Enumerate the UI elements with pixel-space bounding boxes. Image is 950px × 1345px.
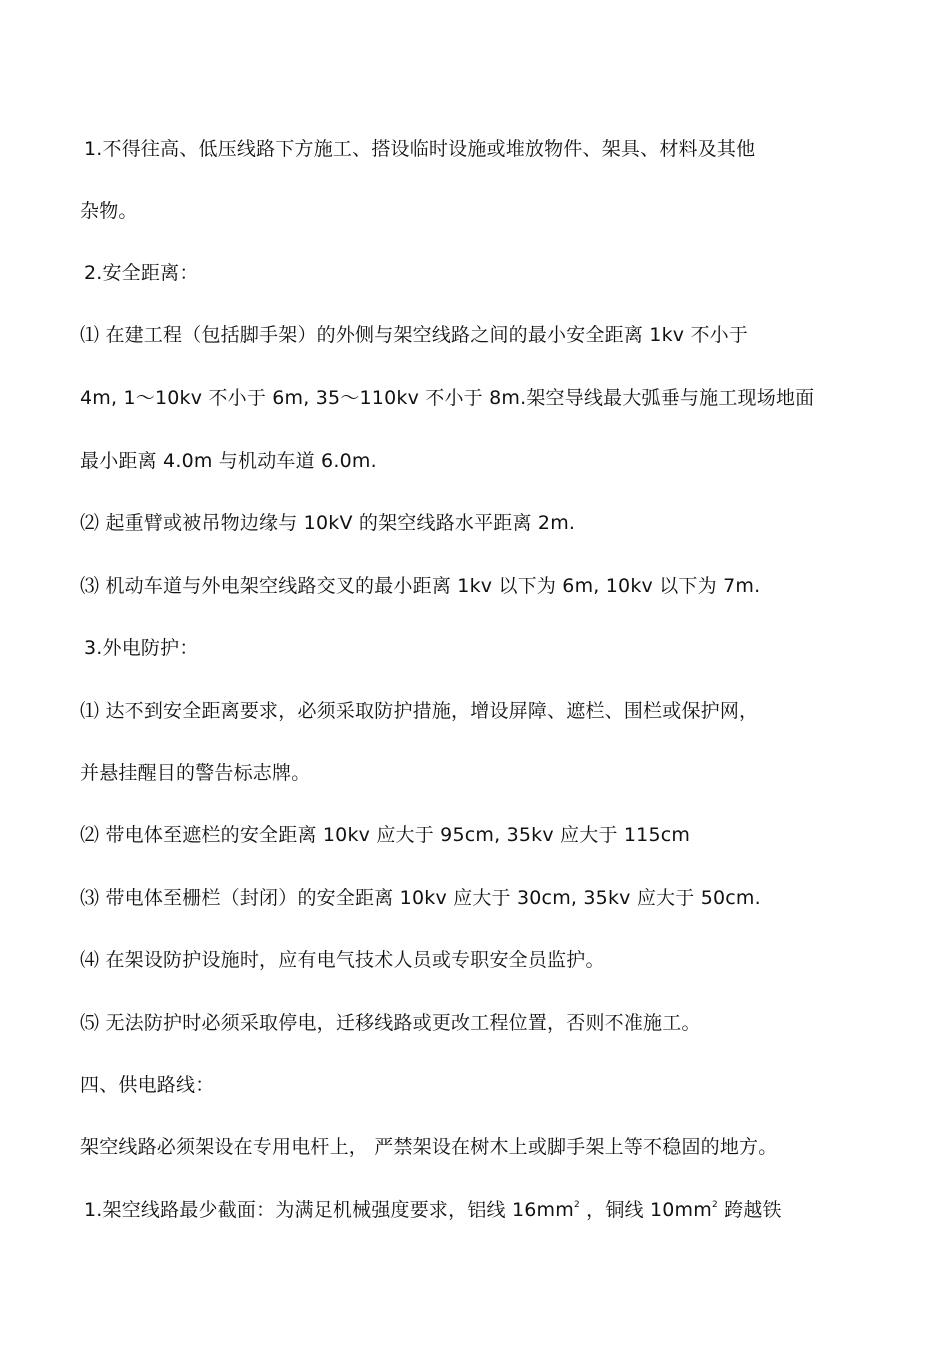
paragraph-line: 1.不得往高、低压线路下方施工、搭设临时设施或堆放物件、架具、材料及其他 — [84, 138, 756, 160]
paragraph-line: ⑵ 带电体至遮栏的安全距离 10kv 应大于 95cm, 35kv 应大于 115cm — [80, 824, 691, 846]
paragraph-line: 最小距离 4.0m 与机动车道 6.0m. — [80, 450, 377, 472]
paragraph-line: 并悬挂醒目的警告标志牌。 — [80, 762, 311, 784]
text-run: ，铜线 10mm — [579, 1199, 712, 1221]
superscript: 2 — [711, 1200, 718, 1210]
section-heading: 四、供电路线： — [80, 1074, 215, 1096]
paragraph-line: ⑴ 达不到安全距离要求，必须采取防护措施，增设屏障、遮栏、围栏或保护网， — [80, 700, 759, 722]
paragraph-line: ⑶ 机动车道与外电架空线路交叉的最小距离 1kv 以下为 6m, 10kv 以下为 7m. — [80, 575, 761, 597]
paragraph-line: 4m, 1～10kv 不小于 6m, 35～110kv 不小于 8m.架空导线最大弧垂与施工现场地面 — [80, 387, 815, 409]
paragraph-line: ⑸ 无法防护时必须采取停电，迁移线路或更改工程位置，否则不准施工。 — [80, 1012, 701, 1034]
text-run: 1.架空线路最少截面：为满足机械强度要求，铝线 16mm — [84, 1199, 574, 1221]
section-heading: 3.外电防护： — [84, 637, 199, 659]
paragraph-line: ⑷ 在架设防护设施时，应有电气技术人员或专职安全员监护。 — [80, 949, 605, 971]
paragraph-line: 杂物。 — [80, 200, 138, 222]
text-run: 跨越铁 — [717, 1199, 782, 1221]
paragraph-line: ⑵ 起重臂或被吊物边缘与 10kV 的架空线路水平距离 2m. — [80, 512, 576, 534]
section-heading: 2.安全距离： — [84, 262, 199, 284]
paragraph-line: ⑴ 在建工程（包括脚手架）的外侧与架空线路之间的最小安全距离 1kv 不小于 — [80, 324, 749, 346]
paragraph-line: ⑶ 带电体至栅栏（封闭）的安全距离 10kv 应大于 30cm, 35kv 应大于 50cm. — [80, 887, 761, 909]
paragraph-line — [84, 1197, 884, 1223]
superscript: 2 — [573, 1200, 580, 1210]
paragraph-line: 架空线路必须架设在专用电杆上， 严禁架设在树木上或脚手架上等不稳固的地方。 — [80, 1136, 778, 1158]
